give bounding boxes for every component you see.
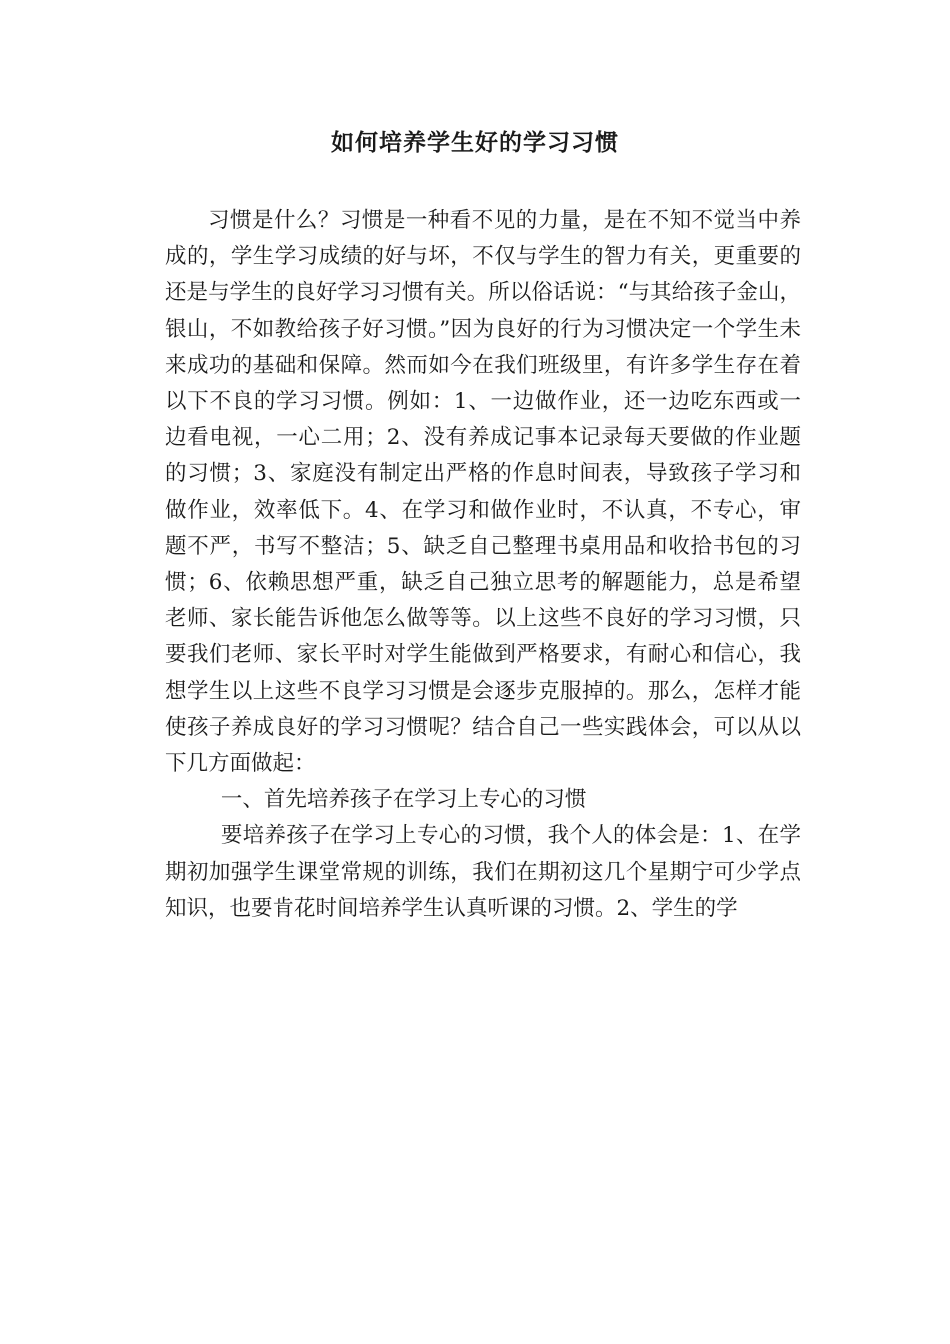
document-body — [165, 203, 801, 927]
section-heading-1: 一、首先培养孩子在学习上专心的习惯 — [220, 787, 587, 813]
paragraph-intro: 习惯是什么？习惯是一种看不见的力量，是在不知不觉当中养成的，学生学习成绩的好与坏，不仅与学生的智力有关，更重要的还是与学生的良好学习习惯有关。所以俗话说：“与其给孩子金山，银山，不如教给孩子好习惯。”因为良好的行为习惯决定一个学生未来成功的基础和保障。然而如今在我们班级里，有许多学生存在着以下不良的学习习惯。例如：1、一边做作业，还一边吃东西或一边看电视，一心二用；2、没有养成记事本记录每天要做的作业题的习惯；3、家庭没有制定出严格的作息时间表，导致孩子学习和做作业，效率低下。4、在学习和做作业时，不认真，不专心，审题不严，书写不整洁；5、缺乏自己整理书桌用品和收拾书包的习惯；6、依赖思想严重，缺乏自己独立思考的解题能力，总是希望老师、家长能告诉他怎么做等等。以上这些不良好的学习习惯，只要我们老师、家长平时对学生能做到严格要求，有耐心和信心，我想学生以上这些不良学习习惯是会逐步克服掉的。那么，怎样才能使孩子养成良好的学习习惯呢？结合自己一些实践体会，可以从以下几方面做起： — [165, 208, 801, 777]
document-title: 如何培养学生好的学习习惯 — [331, 129, 619, 156]
paragraph-section-1: 要培养孩子在学习上专心的习惯，我个人的体会是：1、在学期初加强学生课堂常规的训练，我们在期初这几个星期宁可少学点知识，也要肯花时间培养学生认真听课的习惯。2、学生的学 — [165, 823, 801, 921]
